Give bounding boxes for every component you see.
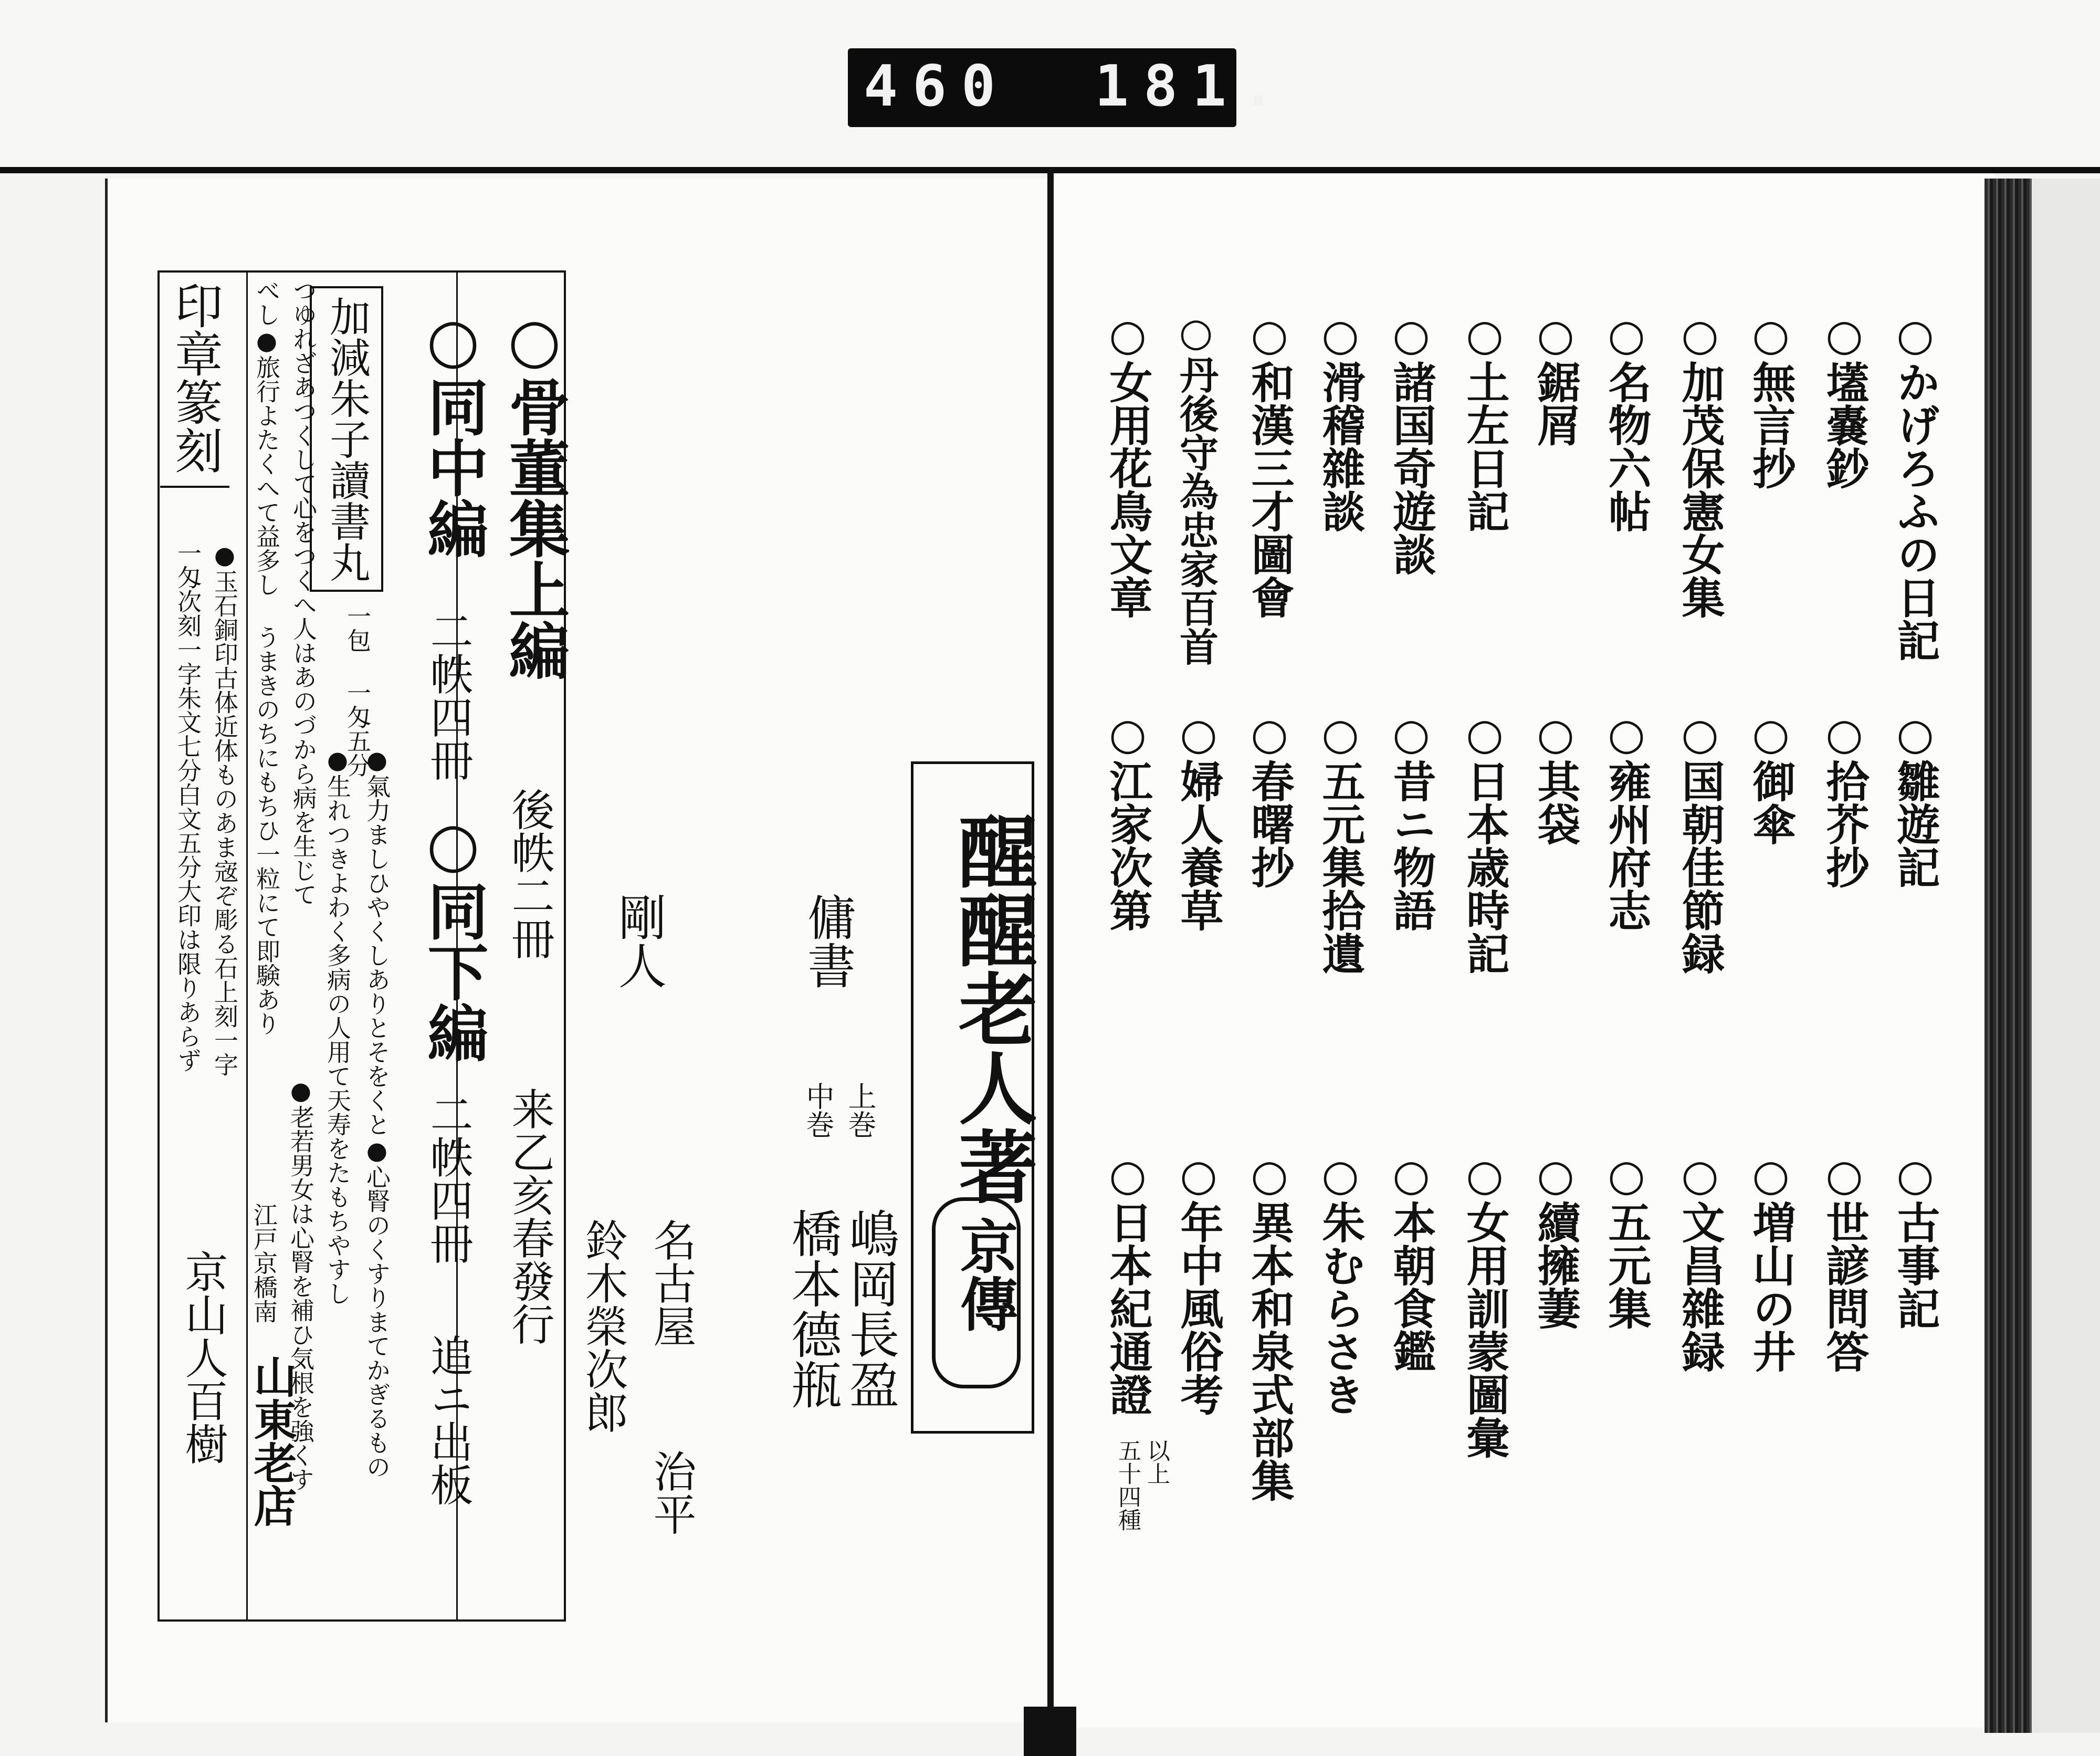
book3-volumes: 二帙四冊 (423, 1092, 473, 1264)
catalog-entry: ○本朝食鑑 (1386, 1150, 1436, 1373)
catalog-entry: ○雍州府志 (1601, 709, 1652, 932)
publisher-seal (932, 1197, 1021, 1388)
scribe-volume: 中巻 (802, 1082, 835, 1138)
catalog-entry: ○世諺問答 (1819, 1150, 1870, 1373)
catalog-entry: ○雛遊記 (1890, 709, 1940, 889)
catalog-entry: ○御傘 (1746, 709, 1796, 845)
scribe-volume: 上巻 (844, 1082, 877, 1138)
catalog-entry: ○日本紀通證 (1102, 1150, 1153, 1416)
book1-status: 後帙二冊 (505, 788, 554, 960)
catalog-entry: ○女用訓蒙圖彙 (1460, 1150, 1510, 1459)
pill-text: べし●旅行よたくへて益多し うまきのちにもちひ一粒にて即験あり (253, 278, 281, 1036)
book-title: 醒醒老人著 (945, 811, 1037, 1205)
printer1-name: 治平 (646, 1449, 696, 1535)
catalog-entry: ○丹後守為忠家百首 (1173, 310, 1219, 666)
catalog-entry: ○續擁萋 (1530, 1150, 1581, 1330)
pill-text: ●老若男女は心腎を補ひ気根を強くす (287, 1076, 315, 1491)
catalog-entry: ○昔ニ物語 (1386, 709, 1436, 932)
catalog-entry: ○江家次第 (1102, 709, 1153, 932)
seal-craft-text: 一匁次刻一字朱文七分白文五分大印は限りあらず (174, 541, 202, 1072)
catalog-entry: ○壒嚢鈔 (1819, 310, 1870, 489)
scribe-label: 傭書 (800, 893, 856, 989)
catalog-total-note: 以上 (1143, 1439, 1170, 1485)
catalog-entry: ○拾芥抄 (1819, 709, 1870, 889)
catalog-id-label (848, 48, 1290, 127)
binding-clip (1024, 1707, 1076, 1756)
book1-date: 来乙亥春發行 (505, 1087, 554, 1345)
catalog-entry: ○名物六帖 (1601, 310, 1652, 532)
book-note: 追ニ出板 (423, 1334, 473, 1506)
book1-title: ○骨董集上編 (499, 305, 570, 681)
page-edges (1984, 179, 2032, 1733)
book2-volumes: 二帙四冊 (423, 609, 473, 781)
pill-text: ●氣力ましひやくしありとそをくと●心腎のくすりまてかぎるもの (363, 746, 391, 1479)
catalog-entry: ○滑稽雜談 (1315, 310, 1366, 532)
book-gutter (1047, 169, 1054, 1744)
seal-craft-text: ●玉石銅印古体近体ものあま宼ぞ彫る石上刻一字 (211, 541, 239, 1076)
pill-seller: 山東老店 (247, 1355, 297, 1527)
catalog-entry: ○春曙抄 (1244, 709, 1295, 889)
scan-background (2032, 179, 2100, 1733)
catalog-entry: ○婦人養草 (1173, 709, 1224, 932)
catalog-entry: ○日本歳時記 (1460, 709, 1510, 975)
printer1-place: 名古屋 (646, 1218, 696, 1347)
catalog-entry: ○加茂保憲女集 (1675, 310, 1725, 619)
catalog-entry: ○古事記 (1890, 1150, 1940, 1330)
printer-label: 剛人 (611, 893, 667, 989)
pill-text: ●生れつきよわく多病の人用て天寿をたもちやすし (323, 746, 352, 1305)
seal-text: 京傳 (951, 1217, 1018, 1332)
catalog-entry: ○女用花鳥文章 (1102, 310, 1153, 619)
book3-title: ○同下編 (417, 809, 489, 1063)
catalog-entry: ○無言抄 (1746, 310, 1796, 489)
catalog-entry: ○其袋 (1530, 709, 1581, 845)
book2-title: ○同中編 (417, 305, 489, 559)
pill-title: 加減朱子讀書丸 (310, 286, 383, 592)
scribe1-name: 嶋岡長盈 (841, 1208, 900, 1409)
catalog-total-note: 五十四種 (1114, 1439, 1141, 1531)
catalog-entry: ○文昌雜録 (1675, 1150, 1725, 1373)
catalog-entry: ○鋸屑 (1530, 310, 1581, 446)
catalog-entry: ○和漢三才圖會 (1244, 310, 1295, 619)
id-number-left: 460 (864, 54, 1011, 119)
catalog-entry: ○年中風俗考 (1173, 1150, 1224, 1416)
catalog-entry: ○諸国奇遊談 (1386, 310, 1436, 576)
printer2-name: 鈴木榮次郎 (578, 1218, 628, 1434)
id-number-right: 181. (1095, 54, 1290, 119)
pill-text: つゆれざあつくして心をつくへ人はあのづから病を生じて (289, 278, 318, 906)
catalog-entry: ○五元集 (1601, 1150, 1652, 1330)
catalog-entry: ○かげろふの日記 (1890, 310, 1940, 662)
catalog-entry: ○国朝佳節録 (1675, 709, 1725, 975)
seal-craft-title: 印章篆刻 (160, 281, 229, 488)
seal-craft-author: 京山人百樹 (178, 1250, 228, 1465)
scribe2-name: 橋本德瓶 (783, 1208, 842, 1409)
pill-price: 一包 一匁五分 (343, 604, 372, 777)
catalog-entry: ○土左日記 (1460, 310, 1510, 532)
pill-seller-location: 江戸京橋南 (250, 1203, 278, 1323)
catalog-entry: ○五元集拾遺 (1315, 709, 1366, 975)
catalog-entry: ○異本和泉式部集 (1244, 1150, 1295, 1502)
catalog-entry: ○増山の井 (1746, 1150, 1796, 1373)
catalog-entry: ○朱むらさき (1315, 1150, 1366, 1416)
